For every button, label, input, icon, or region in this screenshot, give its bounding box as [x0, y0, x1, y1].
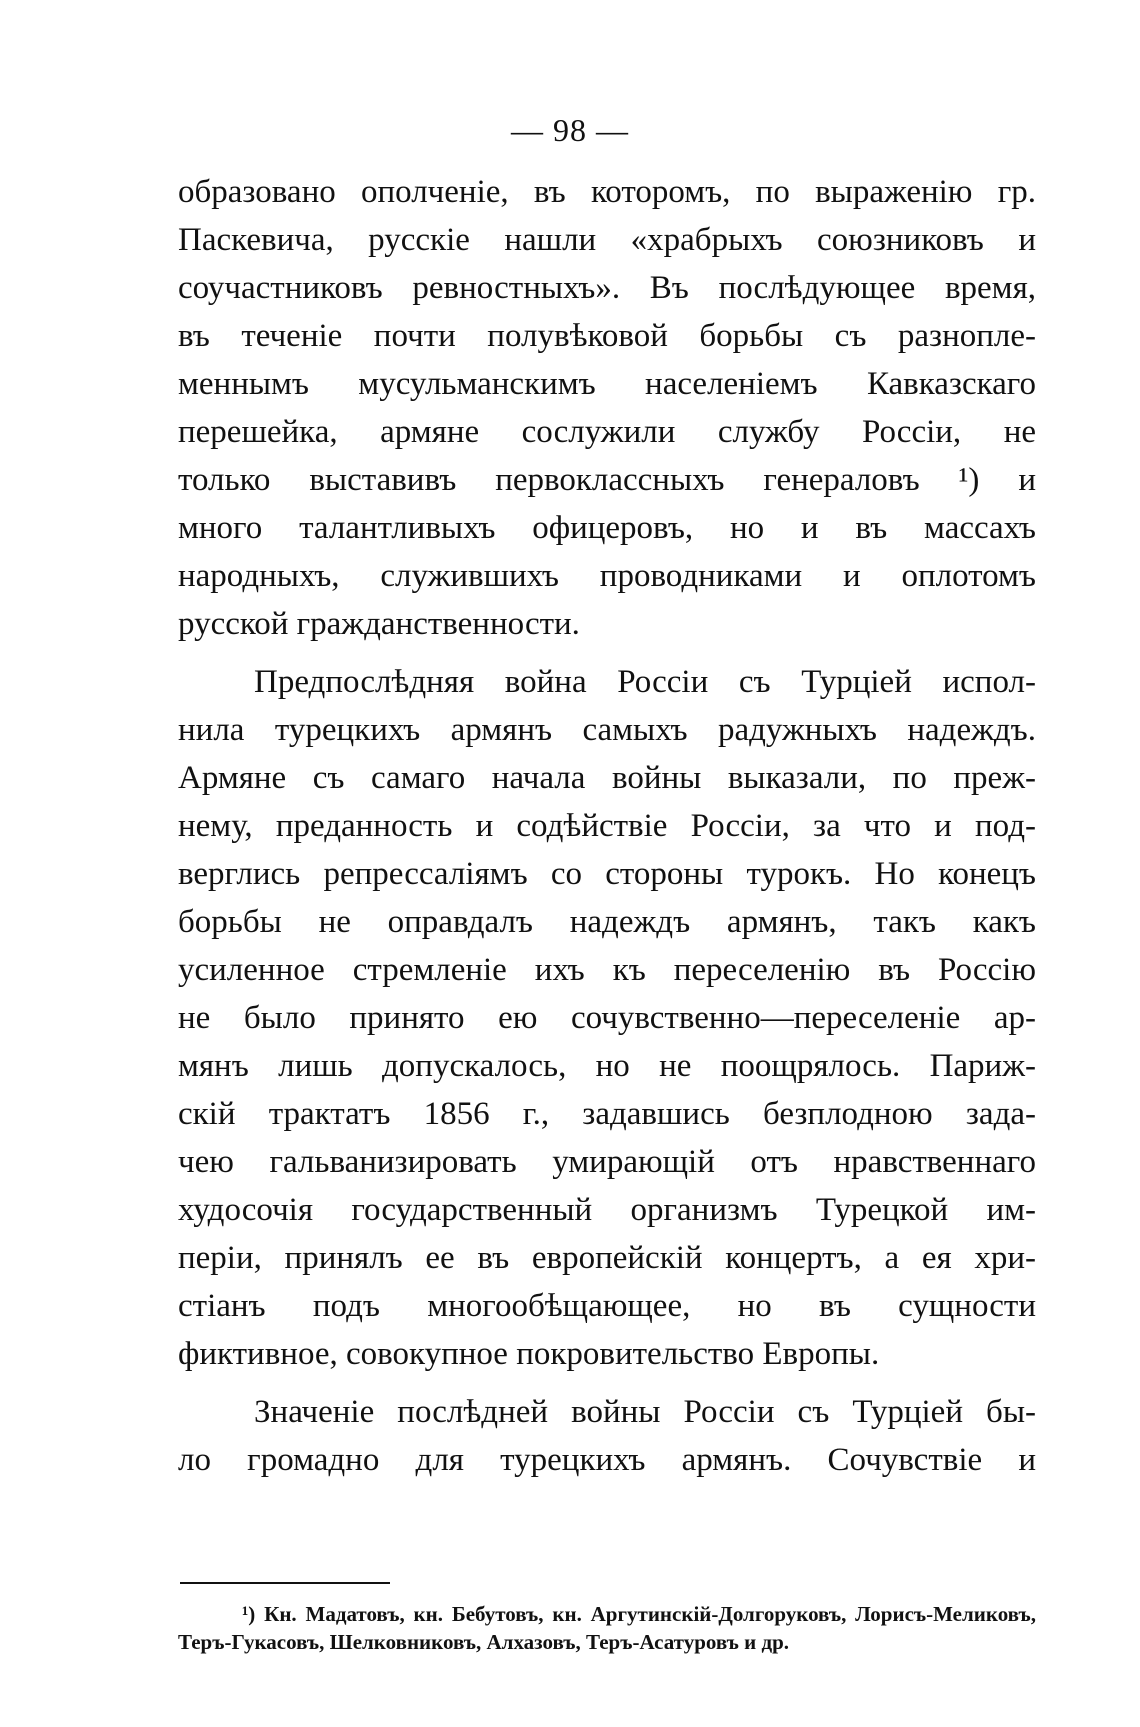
text-line: Предпослѣдняя война Россіи съ Турціей испол-	[254, 664, 1036, 700]
text-line: фиктивное, совокупное покровительство Европы.	[178, 1336, 880, 1372]
text-line: въ теченіе почти полувѣковой борьбы съ разнопле-	[178, 318, 1036, 354]
text-line: перешейка, армяне сослужили службу Россіи, не	[178, 414, 1036, 450]
text-line: мянъ лишь допускалось, но не поощрялось. Париж-	[178, 1048, 1036, 1084]
text-line: нила турецкихъ армянъ самыхъ радужныхъ надеждъ.	[178, 712, 1036, 748]
paragraph-2	[178, 658, 1036, 1378]
text-line: нему, преданность и содѣйствіе Россіи, за что и под-	[178, 808, 1036, 844]
text-line: соучастниковъ ревностныхъ». Въ послѣдующее время,	[178, 270, 1036, 306]
text-line: ло громадно для турецкихъ армянъ. Сочувствіе и	[178, 1442, 1036, 1478]
text-line: усиленное стремленіе ихъ къ переселенію въ Россію	[178, 952, 1036, 988]
text-line: только выставивъ первоклассныхъ генераловъ ¹) и	[178, 462, 1036, 498]
text-line: скій трактатъ 1856 г., задавшись безплодною зада-	[178, 1096, 1036, 1132]
text-line: Значеніе послѣдней войны Россіи съ Турціей бы-	[254, 1394, 1036, 1430]
text-line: худосочія государственный организмъ Турецкой им-	[178, 1192, 1036, 1228]
text-line: русской гражданственности.	[178, 606, 580, 642]
text-line: не было принято ею сочувственно—переселеніе ар-	[178, 1000, 1036, 1036]
text-line: періи, принялъ ее въ европейскій концертъ, а ея хри-	[178, 1240, 1036, 1276]
text-line: верглись репрессаліямъ со стороны турокъ. Но конецъ	[178, 856, 1036, 892]
page-number: — 98 —	[511, 112, 629, 148]
footnote-line: Теръ-Гукасовъ, Шелковниковъ, Алхазовъ, Теръ-Асатуровъ и др.	[178, 1630, 790, 1654]
paragraph-1	[178, 168, 1036, 648]
paragraph-3	[178, 1388, 1036, 1484]
text-line: народныхъ, служившихъ проводниками и оплотомъ	[178, 558, 1036, 594]
footnote-line: ¹) Кн. Мадатовъ, кн. Бебутовъ, кн. Аргутинскій-Долгоруковъ, Лорисъ-Меликовъ,	[242, 1602, 1036, 1626]
footnote	[178, 1600, 1036, 1656]
text-line: Армяне съ самаго начала войны выказали, по преж-	[178, 760, 1036, 796]
text-line: стіанъ подъ многообѣщающее, но въ сущности	[178, 1288, 1036, 1324]
text-line: много талантливыхъ офицеровъ, но и въ массахъ	[178, 510, 1036, 546]
text-line: борьбы не оправдалъ надеждъ армянъ, такъ какъ	[178, 904, 1036, 940]
text-line: Паскевича, русскіе нашли «храбрыхъ союзниковъ и	[178, 222, 1036, 258]
footnote-rule	[180, 1582, 390, 1584]
text-line: чею гальванизировать умирающій отъ нравственнаго	[178, 1144, 1036, 1180]
body-text	[178, 168, 1036, 1484]
text-line: меннымъ мусульманскимъ населеніемъ Кавказскаго	[178, 366, 1036, 402]
text-line: образовано ополченіе, въ которомъ, по выраженію гр.	[178, 174, 1036, 210]
